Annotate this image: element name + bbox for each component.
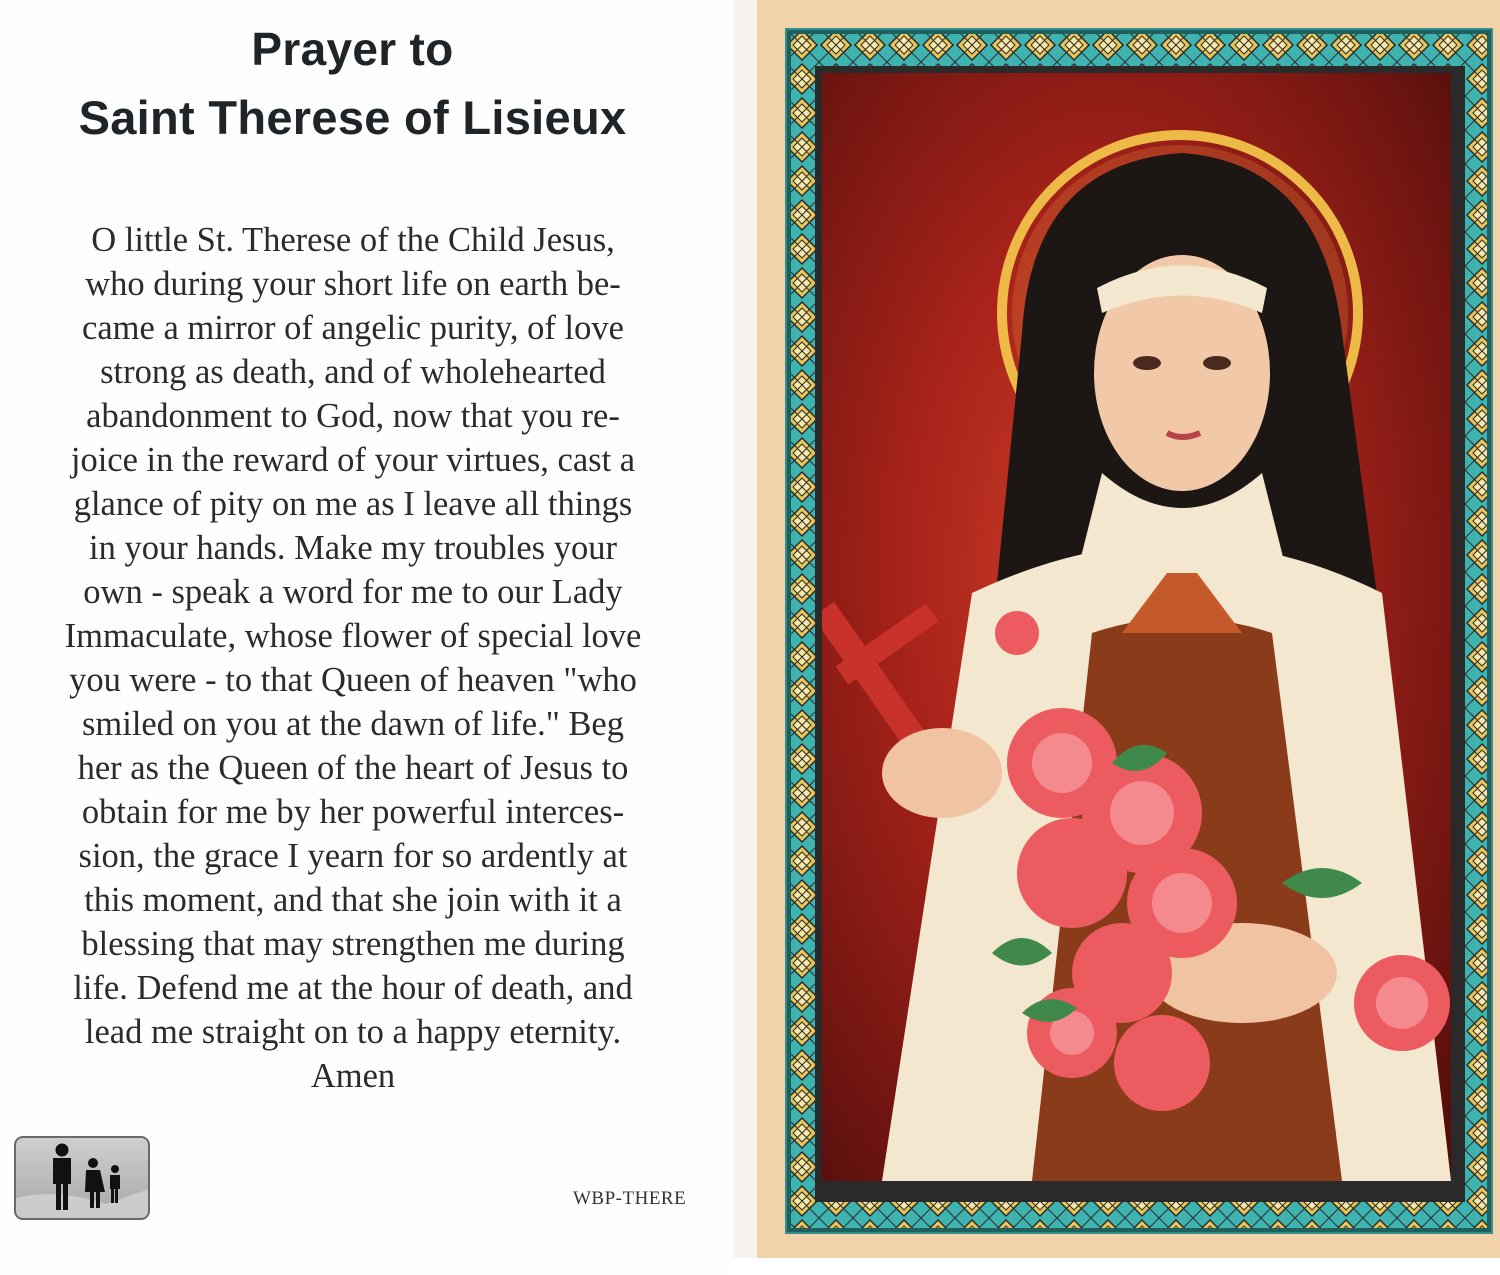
prayer-closing: Amen [310, 1057, 396, 1095]
prayer-card [0, 0, 735, 1275]
prayer-line: smiled on you at the dawn of life." Beg [81, 705, 624, 743]
prayer-line: own - speak a word for me to our Lady [83, 573, 623, 611]
saint-therese-painting [819, 70, 1454, 1184]
prayer-line: her as the Queen of the heart of Jesus to [77, 749, 629, 787]
prayer-line: O little St. Therese of the Child Jesus, [91, 221, 615, 259]
prayer-line: Immaculate, whose flower of special love [64, 617, 642, 655]
title-line-1: Prayer to [251, 23, 454, 75]
prayer-line: life. Defend me at the hour of death, and [73, 969, 633, 1007]
prayer-line: who during your short life on earth be- [85, 265, 621, 303]
title-line-2: Saint Therese of Lisieux [78, 91, 627, 144]
product-code: WBP-THERE [573, 1188, 687, 1209]
prayer-line: this moment, and that she join with it a [84, 881, 622, 919]
prayer-line: abandonment to God, now that you re- [86, 397, 620, 435]
family-icon [14, 1136, 150, 1220]
prayer-line: obtain for me by her powerful interces- [81, 793, 625, 831]
prayer-line: glance of pity on me as I leave all things [73, 485, 633, 523]
prayer-line: you were - to that Queen of heaven "who [69, 661, 637, 699]
prayer-line: sion, the grace I yearn for so ardently at [78, 837, 628, 875]
prayer-line: joice in the reward of your virtues, cast a [70, 441, 636, 479]
prayer-line: blessing that may strengthen me during [81, 925, 625, 963]
prayer-text [18, 218, 688, 1098]
prayer-line: came a mirror of angelic purity, of love [82, 309, 624, 347]
prayer-line: strong as death, and of wholehearted [100, 353, 606, 391]
holy-image-card [757, 0, 1500, 1258]
prayer-line: in your hands. Make my troubles your [89, 529, 617, 567]
prayer-line: lead me straight on to a happy eternity. [84, 1013, 622, 1051]
